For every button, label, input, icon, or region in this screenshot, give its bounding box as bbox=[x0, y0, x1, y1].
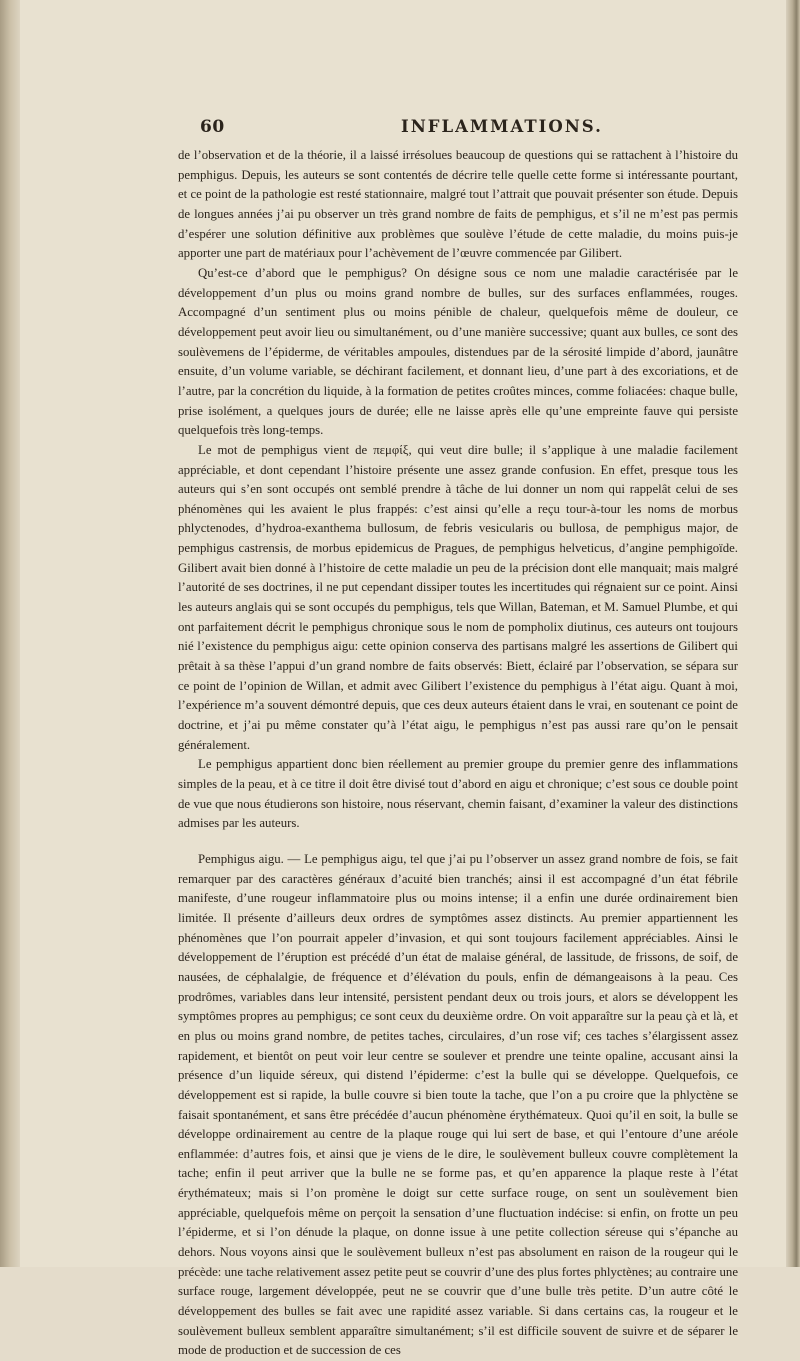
paragraph-1: de l’observation et de la théorie, il a laissé irrésolues beaucoup de questions qui se rattachent à l’histoire du pemphigus. Depuis, les auteurs se sont contentés de décrire telle quelle cette forme si intéressante pourtant, et ce point de la pathologie est resté stationnaire, malgré tout l’attrait que pouvait présenter son étude. Depuis de longues années j’ai pu observer un très grand nombre de faits de pemphigus, et s’il ne m’est pas permis d’espérer une solution définitive aux problèmes que soulève l’étude de cette maladie, du moins puis-je apporter une part de matériaux pour l’achèvement de l’œuvre commencée par Gilibert. bbox=[178, 148, 738, 261]
paragraph-4: Le pemphigus appartient donc bien réellement au premier groupe du premier genre des inflammations simples de la peau, et à ce titre il doit être divisé tout d’abord en aigu et chronique; c’est sous ce double point de vue que nous étudierons son histoire, nous réservant, chemin faisant, d’examiner la valeur des distinctions admises par les auteurs. bbox=[178, 757, 738, 831]
paragraph-3: Le mot de pemphigus vient de πεμφίξ, qui veut dire bulle; il s’applique à une maladie facilement appréciable, et dont cependant l’histoire présente une assez grande confusion. En effet, presque tous les auteurs qui s’en sont occupés ont semblé prendre à tâche de lui donner un nom qui rappelât celui de ses phénomènes qui les avaient le plus frappés: c’est ainsi qu’elle a reçu tour-à-tour les noms de morbus phlyctenodes, d’hydroa-exanthema bullosum, de febris vesicularis ou bullosa, de pemphigus major, de pemphigus castrensis, de morbus epidemicus de Pragues, de pemphigus helveticus, d’angine pemphigoïde. Gilibert avait bien donné à l’histoire de cette maladie un peu de la précision dont elle manquait; mais malgré l’autorité de ses doctrines, il ne put cependant dissiper toutes les incertitudes qui régnaient sur ce point. Ainsi les auteurs anglais qui se sont occupés du pemphigus, tels que Willan, Bateman, et M. Samuel Plumbe, et qui ont parfaitement décrit le pemphigus chronique sous le nom de pompholix diutinus, ces auteurs ont toujours nié l’existence du pemphigus aigu: cette opinion conserva des partisans malgré les assertions de Gilibert qui prêtait à sa thèse l’appui d’un grand nombre de faits observés: Biett, éclairé par l’observation, se sépara sur ce point de l’opinion de Willan, et admit avec Gilibert l’existence du pemphigus à l’état aigu. Quant à moi, l’expérience m’a souvent démontré depuis, que ces deux auteurs étaient dans le vrai, en soutenant ce point de doctrine, et j’ai pu même constater qu’à l’état aigu, le pemphigus n’est pas aussi rare qu’on le pensait généralement. bbox=[178, 442, 738, 752]
body-text bbox=[178, 146, 738, 1361]
running-title: INFLAMMATIONS. bbox=[401, 117, 603, 136]
page-header bbox=[200, 117, 760, 139]
page-number: 60 bbox=[200, 117, 225, 137]
book-spine-shadow bbox=[0, 0, 20, 1267]
paragraph-5: Pemphigus aigu. — Le pemphigus aigu, tel que j’ai pu l’observer un assez grand nombre de fois, se fait remarquer par des caractères généraux d’acuité bien tranchés; ainsi il est accompagné d’un état fébrile manifeste, d’une rougeur inflammatoire plus ou moins intense; il a enfin une durée ordinairement bien limitée. Il présente d’ailleurs deux ordres de symptômes assez distincts. Au premier appartiennent les phénomènes que l’on pourrait appeler d’invasion, et qui sont toujours facilement appréciables. Ainsi le développement de l’éruption est précédé d’un état de malaise général, de lassitude, de frissons, de soif, de nausées, de céphalalgie, de fréquence et d’élévation du pouls, enfin de démangeaisons à la peau. Ces prodrômes, variables dans leur intensité, persistent pendant deux ou trois jours, et alors se développent les symptômes propres au pemphigus; ce sont ceux du deuxième ordre. On voit apparaître sur la peau çà et là, et en plus ou moins grand nombre, de petites taches, circulaires, d’un rose vif; ces taches s’élargissent assez rapidement, et bientôt on peut voir leur centre se soulever et prendre une teinte opaline, accusant ainsi la présence d’un liquide séreux, qui distend l’épiderme: c’est la bulle qui se développe. Quelquefois, ce développement est si rapide, la bulle couvre si bien toute la tache, que l’on a pu croire que la phlyctène se faisait spontanément, et sans être précédée d’aucun phénomène érythémateux. Quoi qu’il en soit, la bulle se développe ordinairement au centre de la plaque rouge qui lui sert de base, et qui l’entoure d’une aréole enflammée: d’autres fois, et ainsi que je viens de le dire, le soulèvement bulleux couvre complètement la tache; enfin il peut arriver que la bulle ne se forme pas, et qu’en apparence la plaque reste à l’état érythémateux; mais si l’on promène le doigt sur cette surface rouge, on sent un soulèvement bien appréciable, quelquefois même on perçoit la sensation d’une fluctuation indécise: si enfin, on frotte un peu l’épiderme, et si l’on dénude la plaque, on donne issue à une petite collection séreuse qui s’épanche au dehors. Nous voyons ainsi que le soulèvement bulleux n’est pas absolument en raison de la rougeur qui le précède: une tache relativement assez petite peut se couvrir d’une des plus fortes phlyctènes; au contraire une surface rouge, largement développée, peut ne se couvrir que d’une bulle très petite. D’un autre côté le développement des bulles se fait avec une rapidité assez variable. Si dans certains cas, la rougeur et le soulèvement bulleux semblent apparaître simultanément; s’il est difficile souvent de suivre et de séparer le mode de production et de succession de ces bbox=[178, 851, 738, 1358]
paragraph-2: Qu’est-ce d’abord que le pemphigus? On désigne sous ce nom une maladie caractérisée par le développement d’un plus ou moins grand nombre de bulles, sur des surfaces enflammées, rouges. Accompagné d’un sentiment plus ou moins pénible de chaleur, quelquefois même de douleur, ce développement peut avoir lieu ou simultanément, ou d’une manière successive; quant aux bulles, ce sont des soulèvemens de l’épiderme, de véritables ampoules, distendues par de la sérosité limpide d’abord, jaunâtre ensuite, d’un volume variable, se déchirant facilement, et donnant lieu, d’une part à des excoriations, et de l’autre, par la concrétion du liquide, à la formation de petites croûtes minces, comme foliacées: chaque bulle, prise isolément, a quelques jours de durée; elle ne laisse après elle qu’une empreinte fauve qui persiste quelquefois très long-temps. bbox=[178, 265, 738, 438]
page-edge bbox=[786, 0, 800, 1267]
